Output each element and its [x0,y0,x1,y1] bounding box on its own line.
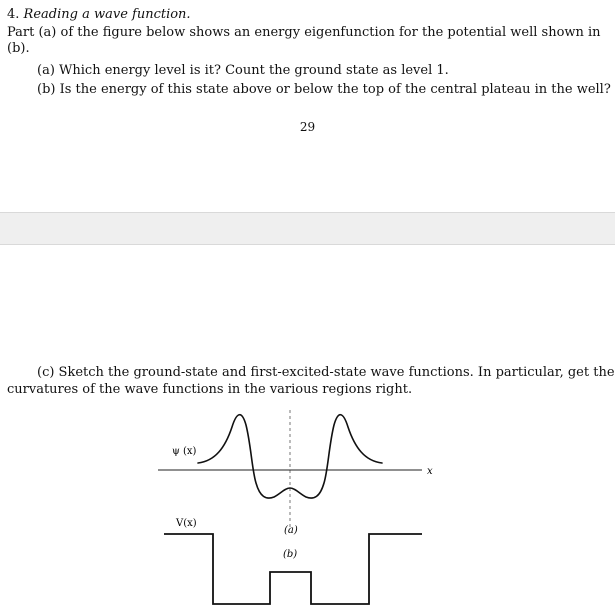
question-b: (b) Is the energy of this state above or below the top of the central plateau in the well? [37,82,611,97]
panel-b-label: (b) [283,549,298,560]
potential-well-curve [164,534,422,604]
page-separator [0,212,615,245]
x-axis-label: x [427,466,433,477]
problem-number: 4. [7,7,20,22]
page-number: 29 [299,120,316,134]
potential-label: V(x) [176,518,197,529]
problem-heading [7,7,191,23]
panel-a-label: (a) [284,525,298,536]
problem-title: Reading a wave function. [23,7,191,22]
intro-text-line2: (b). [7,41,30,56]
wave-function-figure [150,405,450,610]
wave-function-curve [198,415,382,498]
question-c-line2: curvatures of the wave functions in the various regions right. [7,382,413,397]
question-a: (a) Which energy level is it? Count the ground state as level 1. [37,63,449,78]
psi-label: ψ (x) [172,446,197,457]
intro-text-line1: Part (a) of the figure below shows an energy eigenfunction for the potential well shown in [7,25,601,40]
page-29 [0,0,615,212]
question-c-line1: (c) Sketch the ground-state and first-excited-state wave functions. In particular, get the [37,365,615,380]
